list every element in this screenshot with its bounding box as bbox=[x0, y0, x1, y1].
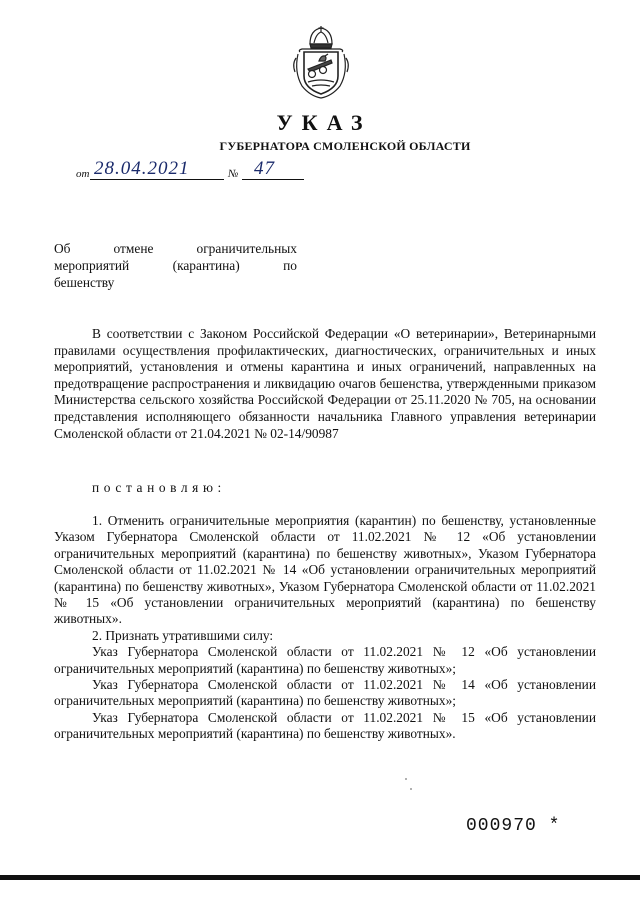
decree-items bbox=[54, 513, 596, 743]
number-value: 47 bbox=[254, 158, 275, 179]
smolensk-coat-of-arms-icon bbox=[290, 24, 352, 100]
decree-word: постановляю: bbox=[92, 480, 226, 495]
decree-item: Указ Губернатора Смоленской области от 11.02.2021 № 12 «Об установлении ограничительных мероприятий (карантина) по бешенству животных»; bbox=[54, 644, 596, 676]
scan-speck bbox=[410, 788, 412, 790]
decree-item: Указ Губернатора Смоленской области от 11.02.2021 № 15 «Об установлении ограничительных мероприятий (карантина) по бешенству животных». bbox=[54, 709, 596, 742]
date-number-line bbox=[76, 160, 316, 184]
preamble-paragraph: В соответствии с Законом Российской Федерации «О ветеринарии», Ветеринарными правилами осуществления профилактических, диагностических, ограничительных и иных мероприятий, установления и отмены карантина и иных ограничений, направленных на предотвращение распространения и ликвидацию очагов бешенства, утвержденными приказом Министерства сельского хозяйства Российской Федерации от 25.11.2020 № 705, на основании представления исполняющего обязанности начальника Главного управления ветеринарии Смоленской области от 21.04.2021 № 02-14/90987 bbox=[54, 326, 596, 441]
document-title: УКАЗ bbox=[276, 110, 372, 135]
document-subtitle: ГУБЕРНАТОРА СМОЛЕНСКОЙ ОБЛАСТИ bbox=[219, 139, 471, 153]
decree-item: 2. Признать утратившими силу: bbox=[92, 627, 274, 643]
registration-number: 000970 * bbox=[466, 816, 561, 836]
subject-line: бешенству bbox=[54, 275, 115, 290]
decree-item: Указ Губернатора Смоленской области от 11.02.2021 № 14 «Об установлении ограничительных мероприятий (карантина) по бешенству животных»; bbox=[54, 677, 596, 709]
decree-item: 1. Отменить ограничительные мероприятия (карантин) по бешенству, установленные Указом Губернатора Смоленской области от 11.02.2021 № 12 «Об установлении ограничительных мероприятий (карантина) по бешенству животных», Указом Губернатора Смоленской области от 11.02.2021 № 14 «Об установлении ограничительных мероприятий (карантина) по бешенству животных», Указом Губернатора Смоленской области от 11.02.2021 № 15 «Об установлении ограничительных мероприятий (карантина) по бешенству животных». bbox=[54, 513, 596, 627]
subject-line: Об отмене ограничительных bbox=[54, 241, 297, 256]
date-prefix: от bbox=[76, 168, 90, 180]
number-prefix: № bbox=[228, 168, 239, 180]
date-value: 28.04.2021 bbox=[94, 158, 190, 179]
document-subject bbox=[54, 240, 297, 291]
subject-line: мероприятий (карантина) по bbox=[54, 258, 297, 273]
scan-bottom-edge bbox=[0, 875, 640, 880]
scan-speck bbox=[405, 778, 407, 780]
